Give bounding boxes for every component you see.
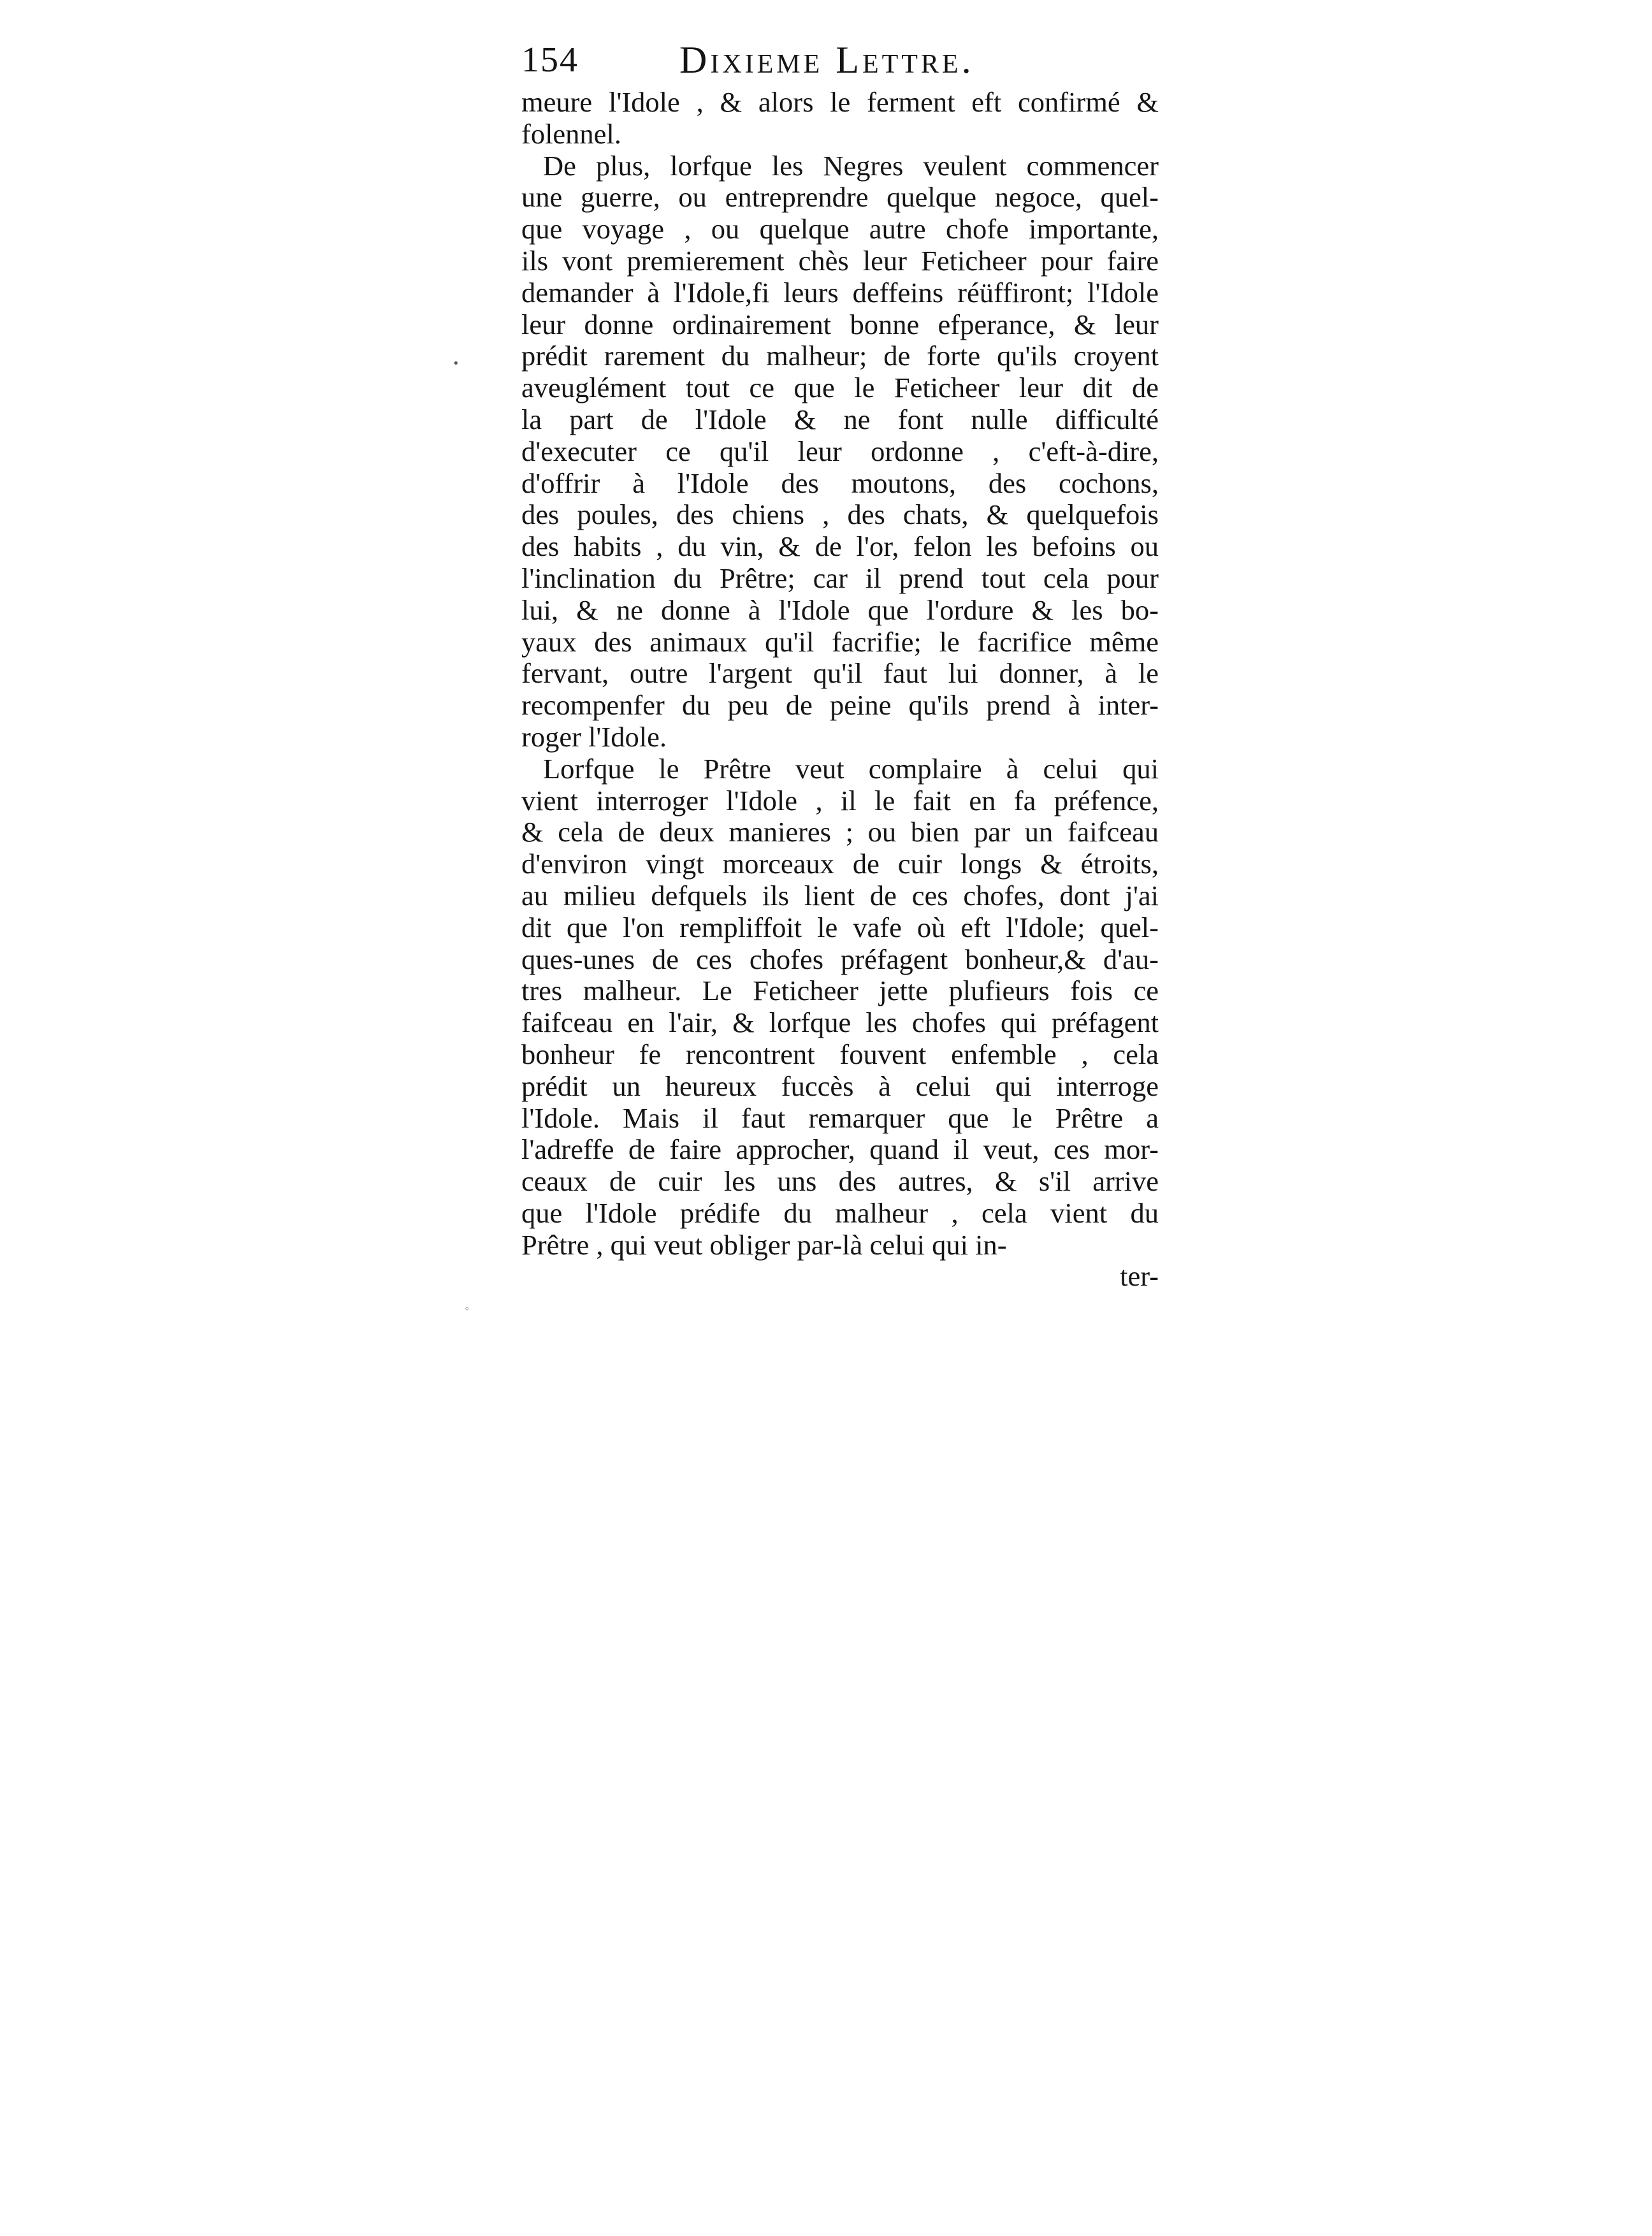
text-line: que voyage , ou quelque autre chofe importante, xyxy=(521,213,1159,245)
text-line: des poules, des chiens , des chats, & quelquefois xyxy=(521,498,1159,531)
text-line: Prêtre , qui veut obliger par-là celui qui in- xyxy=(521,1228,1007,1261)
text-line: d'environ vingt morceaux de cuir longs & étroits, xyxy=(521,848,1159,880)
text-line: ques-unes de ces chofes préfagent bonheur,& d'au- xyxy=(521,943,1159,975)
text-line: recompenfer du peu de peine qu'ils prend à inter- xyxy=(521,689,1159,722)
running-head xyxy=(521,33,1159,87)
text-line: lui, & ne donne à l'Idole que l'ordure & les bo- xyxy=(521,593,1159,626)
text-line: & cela de deux manieres ; ou bien par un faifceau xyxy=(521,816,1159,848)
text-line: une guerre, ou entreprendre quelque negoce, quel- xyxy=(521,181,1159,214)
text-line: dit que l'on rempliffoit le vafe où eft l'Idole; quel- xyxy=(521,911,1159,943)
text-line: d'executer ce qu'il leur ordonne , c'eft-à-dire, xyxy=(521,435,1159,467)
text-line: demander à l'Idole,fi leurs deffeins réüffiront; l'Idole xyxy=(521,276,1159,309)
text-line: d'offrir à l'Idole des moutons, des cochons, xyxy=(521,467,1159,499)
text-line: prédit rarement du malheur; de forte qu'ils croyent xyxy=(521,340,1159,372)
text-line: bonheur fe rencontrent fouvent enfemble , cela xyxy=(521,1038,1159,1070)
paragraph xyxy=(521,753,1159,1261)
text-line: au milieu defquels ils lient de ces chofes, dont j'ai xyxy=(521,879,1159,911)
text-line: fervant, outre l'argent qu'il faut lui donner, à le xyxy=(521,657,1159,690)
text-line: De plus, lorfque les Negres veulent commencer xyxy=(543,149,1159,182)
running-title: Dixieme Lettre. xyxy=(679,39,975,81)
text-line: prédit un heureux fuccès à celui qui interroge xyxy=(521,1070,1159,1102)
text-line: l'adreffe de faire approcher, quand il veut, ces mor- xyxy=(521,1133,1159,1166)
text-line: la part de l'Idole & ne font nulle difficulté xyxy=(521,403,1159,435)
text-line: ceaux de cuir les uns des autres, & s'il arrive xyxy=(521,1165,1159,1198)
text-line: folennel. xyxy=(521,117,621,150)
body-text xyxy=(521,87,1159,1293)
text-line: l'inclination du Prêtre; car il prend tout cela pour xyxy=(521,562,1159,594)
paragraph xyxy=(521,150,1159,753)
paragraph xyxy=(521,87,1159,150)
text-line: Lorfque le Prêtre veut complaire à celui qui xyxy=(543,752,1159,785)
text-line: leur donne ordinairement bonne efperance, & leur xyxy=(521,308,1159,340)
text-line: ils vont premierement chès leur Feticheer pour faire xyxy=(521,244,1159,277)
text-line: faifceau en l'air, & lorfque les chofes qui préfagent xyxy=(521,1006,1159,1039)
margin-speck-mark: ◦ xyxy=(464,1303,470,1315)
text-line: aveuglément tout ce que le Feticheer leur dit de xyxy=(521,372,1159,404)
text-line: roger l'Idole. xyxy=(521,720,667,753)
text-line: tres malheur. Le Feticheer jette plufieurs fois ce xyxy=(521,975,1159,1007)
text-line: l'Idole. Mais il faut remarquer que le Prêtre a xyxy=(521,1101,1159,1134)
text-line: yaux des animaux qu'il facrifie; le facrifice même xyxy=(521,625,1159,658)
text-line: que l'Idole prédife du malheur , cela vient du xyxy=(521,1196,1159,1229)
margin-speck-mark: • xyxy=(453,357,460,370)
text-line: meure l'Idole , & alors le ferment eft confirmé & xyxy=(521,86,1159,118)
text-line: vient interroger l'Idole , il le fait en fa préfence, xyxy=(521,784,1159,817)
text-block xyxy=(521,33,1159,1293)
text-line: des habits , du vin, & de l'or, felon les befoins ou xyxy=(521,530,1159,563)
page-number: 154 xyxy=(521,40,579,80)
catchword: ter- xyxy=(1120,1260,1159,1293)
